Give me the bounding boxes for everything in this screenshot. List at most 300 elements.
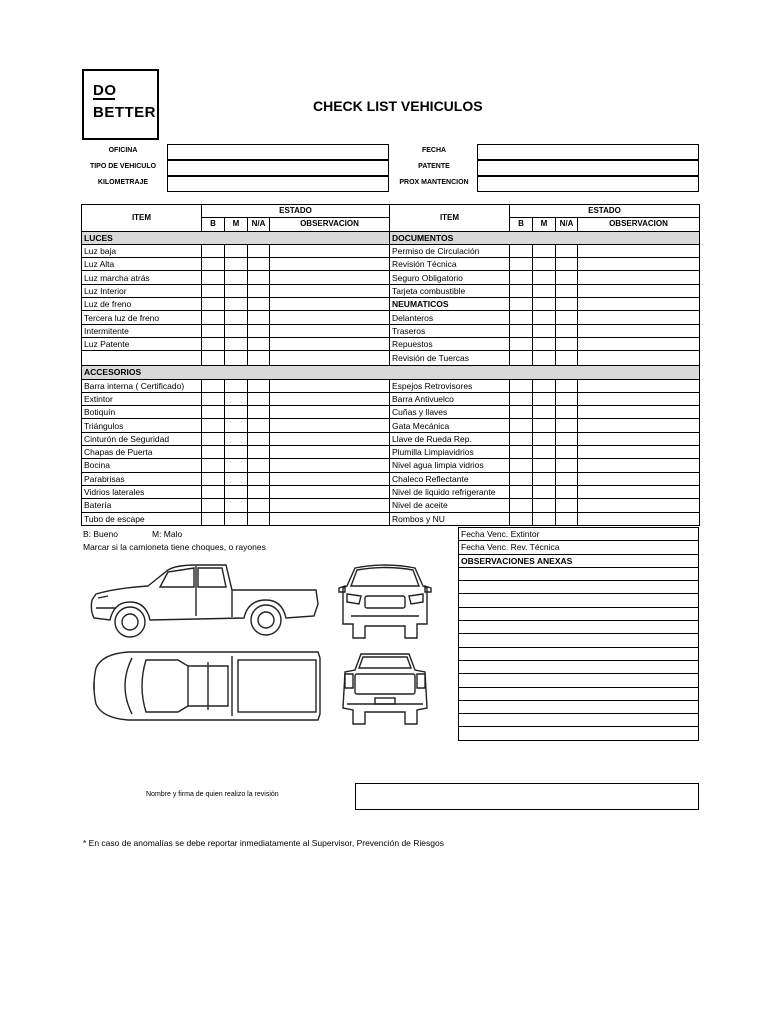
table-row — [82, 512, 700, 525]
checklist-item-label: Permiso de Circulación — [390, 244, 510, 257]
luces-m-checkbox[interactable] — [225, 271, 248, 284]
luces-observacion-field[interactable] — [270, 311, 390, 324]
checklist-item-label: Barra interna ( Certificado) — [82, 379, 202, 392]
doc-m-checkbox[interactable] — [533, 258, 556, 271]
checklist-item-label: Traseros — [390, 324, 510, 337]
checklist-item-label: Barra Antivuelco — [390, 392, 510, 405]
checklist-body-1 — [82, 231, 700, 366]
table-row — [459, 660, 699, 673]
table-row — [459, 727, 699, 740]
accesorios-m-checkbox[interactable] — [225, 406, 248, 419]
checklist-item-label: Luz baja — [82, 244, 202, 257]
col-na: N/A — [248, 218, 270, 231]
luces-m-checkbox[interactable] — [225, 324, 248, 337]
table-row — [82, 472, 700, 485]
accesorios-b-checkbox[interactable] — [510, 446, 533, 459]
observacion-line-field[interactable] — [459, 634, 699, 647]
table-row — [82, 311, 700, 324]
accesorios-observacion-field[interactable] — [270, 379, 390, 392]
accesorios-observacion-field[interactable] — [270, 432, 390, 445]
col-m: M — [225, 218, 248, 231]
accesorios-na-checkbox[interactable] — [248, 512, 270, 525]
luces-observacion-field[interactable] — [270, 244, 390, 257]
vencimiento-label: Fecha Venc. Rev. Técnica — [459, 541, 699, 554]
accesorios-na-checkbox[interactable] — [248, 499, 270, 512]
accesorios-observacion-field[interactable] — [270, 446, 390, 459]
luces-b-checkbox[interactable] — [202, 258, 225, 271]
accesorios-b-checkbox[interactable] — [510, 459, 533, 472]
accesorios-na-checkbox[interactable] — [556, 499, 578, 512]
table-row — [459, 700, 699, 713]
col-item-right: ITEM — [390, 205, 510, 232]
doc-m-checkbox[interactable] — [533, 284, 556, 297]
accesorios-m-checkbox[interactable] — [533, 419, 556, 432]
accesorios-b-checkbox[interactable] — [510, 512, 533, 525]
label-prox-mantencion: PROX MANTENCION — [399, 179, 469, 186]
checklist-item-label: Repuestos — [390, 337, 510, 350]
checklist-body-2 — [82, 366, 700, 526]
doc-b-checkbox[interactable] — [510, 284, 533, 297]
observacion-line-field[interactable] — [459, 567, 699, 580]
tipo-vehiculo-field[interactable] — [167, 160, 389, 176]
accesorios-b-checkbox[interactable] — [510, 406, 533, 419]
accesorios-observacion-field[interactable] — [578, 512, 700, 525]
doc-na-checkbox[interactable] — [556, 284, 578, 297]
accesorios-b-checkbox[interactable] — [510, 472, 533, 485]
observacion-line-field[interactable] — [459, 594, 699, 607]
label-fecha: FECHA — [421, 147, 447, 154]
observacion-line-field[interactable] — [459, 581, 699, 594]
luces-na-checkbox[interactable] — [248, 337, 270, 350]
accesorios-observacion-field[interactable] — [578, 499, 700, 512]
accesorios-na-checkbox[interactable] — [556, 446, 578, 459]
doc-na-checkbox[interactable] — [556, 337, 578, 350]
truck-side-view[interactable] — [86, 560, 326, 642]
accesorios-b-checkbox[interactable] — [202, 485, 225, 498]
col-estado-right: ESTADO — [510, 205, 700, 218]
accesorios-m-checkbox[interactable] — [225, 419, 248, 432]
doc-m-checkbox[interactable] — [533, 351, 556, 366]
neumaticos-header-m-checkbox[interactable] — [533, 298, 556, 311]
accesorios-b-checkbox[interactable] — [202, 512, 225, 525]
table-row — [459, 674, 699, 687]
luces-m-checkbox[interactable] — [225, 311, 248, 324]
accesorios-na-checkbox[interactable] — [556, 379, 578, 392]
accesorios-b-checkbox[interactable] — [510, 379, 533, 392]
empty-item-cell — [82, 351, 202, 366]
checklist-item-label: Tubo de escape — [82, 512, 202, 525]
checklist-item-label: Delanteros — [390, 311, 510, 324]
table-row — [459, 528, 699, 541]
col-na: N/A — [556, 218, 578, 231]
luces-na-checkbox[interactable] — [248, 244, 270, 257]
truck-front-view[interactable] — [337, 560, 433, 642]
accesorios-m-checkbox[interactable] — [225, 485, 248, 498]
table-row — [82, 419, 700, 432]
accesorios-observacion-field[interactable] — [578, 419, 700, 432]
checklist-item-label: Gata Mecánica — [390, 419, 510, 432]
observacion-line-field[interactable] — [459, 660, 699, 673]
luces-m-checkbox[interactable] — [225, 298, 248, 311]
col-m: M — [533, 218, 556, 231]
accesorios-na-checkbox[interactable] — [556, 419, 578, 432]
accesorios-m-checkbox[interactable] — [533, 512, 556, 525]
table-row — [82, 379, 700, 392]
luces-na-checkbox[interactable] — [248, 311, 270, 324]
table-row — [82, 392, 700, 405]
doc-observacion-field[interactable] — [578, 258, 700, 271]
accesorios-observacion-field[interactable] — [270, 512, 390, 525]
doc-b-checkbox[interactable] — [510, 351, 533, 366]
company-logo — [82, 69, 159, 140]
checklist-item-label: Luz Alta — [82, 258, 202, 271]
luces-observacion-field[interactable] — [270, 284, 390, 297]
logo-line2: BETTER — [93, 104, 156, 121]
checklist-item-label: Tarjeta combustible — [390, 284, 510, 297]
checklist-item-label: Chapas de Puerta — [82, 446, 202, 459]
accesorios-m-checkbox[interactable] — [533, 392, 556, 405]
checklist-item-label: Rombos y NU — [390, 512, 510, 525]
checklist-item-label: Batería — [82, 499, 202, 512]
accesorios-m-checkbox[interactable] — [225, 499, 248, 512]
accesorios-b-checkbox[interactable] — [510, 485, 533, 498]
accesorios-observacion-field[interactable] — [578, 485, 700, 498]
luces-b-checkbox[interactable] — [202, 284, 225, 297]
section-header-luces: LUCES — [82, 231, 390, 244]
accesorios-observacion-field[interactable] — [270, 485, 390, 498]
table-row — [82, 244, 700, 257]
observacion-line-field[interactable] — [459, 647, 699, 660]
luces-b-checkbox[interactable] — [202, 337, 225, 350]
accesorios-na-checkbox[interactable] — [248, 459, 270, 472]
accesorios-b-checkbox[interactable] — [202, 406, 225, 419]
accesorios-b-checkbox[interactable] — [202, 446, 225, 459]
neumaticos-header-observacion-field[interactable] — [578, 298, 700, 311]
accesorios-m-checkbox[interactable] — [533, 459, 556, 472]
checklist-table — [81, 204, 700, 526]
doc-m-checkbox[interactable] — [533, 271, 556, 284]
label-patente: PATENTE — [418, 163, 450, 170]
checklist-item-label: Vidrios laterales — [82, 485, 202, 498]
table-row — [459, 714, 699, 727]
empty-estado-cell — [248, 351, 270, 366]
table-row — [82, 459, 700, 472]
accesorios-na-checkbox[interactable] — [248, 472, 270, 485]
checklist-item-label: Llave de Rueda Rep. — [390, 432, 510, 445]
accesorios-m-checkbox[interactable] — [225, 379, 248, 392]
patente-field[interactable] — [477, 160, 699, 176]
accesorios-m-checkbox[interactable] — [225, 446, 248, 459]
observacion-line-field[interactable] — [459, 714, 699, 727]
checklist-item-label: Chaleco Reflectante — [390, 472, 510, 485]
accesorios-b-checkbox[interactable] — [510, 392, 533, 405]
accesorios-b-checkbox[interactable] — [202, 419, 225, 432]
table-row — [459, 581, 699, 594]
observacion-line-field[interactable] — [459, 607, 699, 620]
table-row — [459, 541, 699, 554]
checklist-item-label: Nivel de aceite — [390, 499, 510, 512]
checklist-item-label: Nivel agua limpia vidrios — [390, 459, 510, 472]
doc-m-checkbox[interactable] — [533, 311, 556, 324]
checklist-item-label: Seguro Obligatorio — [390, 271, 510, 284]
luces-m-checkbox[interactable] — [225, 244, 248, 257]
accesorios-observacion-field[interactable] — [578, 406, 700, 419]
accesorios-observacion-field[interactable] — [270, 406, 390, 419]
observacion-line-field[interactable] — [459, 621, 699, 634]
accesorios-m-checkbox[interactable] — [533, 379, 556, 392]
kilometraje-field[interactable] — [167, 176, 389, 192]
table-row — [82, 324, 700, 337]
checklist-item-label: Plumilla Limpiavidrios — [390, 446, 510, 459]
checklist-item-label: Espejos Retrovisores — [390, 379, 510, 392]
accesorios-na-checkbox[interactable] — [556, 485, 578, 498]
luces-m-checkbox[interactable] — [225, 284, 248, 297]
logo-line1: DO — [93, 82, 117, 99]
checklist-item-label: Nivel de liquido refrigerante — [390, 485, 510, 498]
col-item-left: ITEM — [82, 205, 202, 232]
label-kilometraje: KILOMETRAJE — [97, 179, 149, 186]
luces-observacion-field[interactable] — [270, 337, 390, 350]
footnote: * En caso de anomalías se debe reportar inmediatamente al Supervisor, Prevención de Riesgos — [83, 838, 444, 848]
checklist-item-label: Luz Patente — [82, 337, 202, 350]
checklist-item-label: Revisión Técnica — [390, 258, 510, 271]
checklist-item-label: Luz Interior — [82, 284, 202, 297]
col-b: B — [510, 218, 533, 231]
col-obs: OBSERVACION — [270, 218, 390, 231]
accesorios-b-checkbox[interactable] — [510, 499, 533, 512]
luces-b-checkbox[interactable] — [202, 298, 225, 311]
checklist-item-label: Botiquín — [82, 406, 202, 419]
page-title: CHECK LIST VEHICULOS — [313, 98, 483, 114]
table-row — [82, 485, 700, 498]
legend-bueno: B: Bueno — [83, 529, 118, 539]
accesorios-m-checkbox[interactable] — [225, 392, 248, 405]
accesorios-m-checkbox[interactable] — [533, 485, 556, 498]
table-row — [82, 499, 700, 512]
luces-m-checkbox[interactable] — [225, 258, 248, 271]
accesorios-na-checkbox[interactable] — [248, 392, 270, 405]
table-row — [82, 298, 700, 311]
empty-estado-cell — [202, 351, 225, 366]
accesorios-observacion-field[interactable] — [578, 432, 700, 445]
accesorios-na-checkbox[interactable] — [248, 379, 270, 392]
checklist-item-label: Parabrisas — [82, 472, 202, 485]
checklist-item-label: Cuñas y llaves — [390, 406, 510, 419]
table-row — [459, 647, 699, 660]
doc-na-checkbox[interactable] — [556, 244, 578, 257]
luces-b-checkbox[interactable] — [202, 311, 225, 324]
doc-observacion-field[interactable] — [578, 244, 700, 257]
section-row-accesorios — [82, 366, 700, 379]
accesorios-na-checkbox[interactable] — [248, 406, 270, 419]
checklist-item-label: Luz marcha atrás — [82, 271, 202, 284]
doc-b-checkbox[interactable] — [510, 324, 533, 337]
accesorios-m-checkbox[interactable] — [533, 499, 556, 512]
doc-na-checkbox[interactable] — [556, 324, 578, 337]
accesorios-m-checkbox[interactable] — [533, 432, 556, 445]
accesorios-na-checkbox[interactable] — [556, 406, 578, 419]
accesorios-m-checkbox[interactable] — [225, 432, 248, 445]
table-row — [459, 554, 699, 567]
accesorios-na-checkbox[interactable] — [248, 432, 270, 445]
doc-b-checkbox[interactable] — [510, 258, 533, 271]
observacion-line-field[interactable] — [459, 700, 699, 713]
doc-na-checkbox[interactable] — [556, 258, 578, 271]
col-estado-left: ESTADO — [202, 205, 390, 218]
table-row — [459, 621, 699, 634]
accesorios-observacion-field[interactable] — [270, 499, 390, 512]
doc-m-checkbox[interactable] — [533, 324, 556, 337]
table-row — [82, 351, 700, 366]
checklist-item-label: Triángulos — [82, 419, 202, 432]
label-oficina: OFICINA — [108, 147, 138, 154]
table-row — [82, 271, 700, 284]
legend-marcar: Marcar si la camioneta tiene choques, o rayones — [83, 542, 266, 552]
signature-label: Nombre y firma de quien realizo la revisión — [146, 791, 279, 798]
accesorios-observacion-field[interactable] — [578, 446, 700, 459]
doc-na-checkbox[interactable] — [556, 311, 578, 324]
accesorios-m-checkbox[interactable] — [533, 472, 556, 485]
checklist-item-label: Luz de freno — [82, 298, 202, 311]
neumaticos-header-na-checkbox[interactable] — [556, 298, 578, 311]
accesorios-observacion-field[interactable] — [270, 459, 390, 472]
accesorios-m-checkbox[interactable] — [533, 446, 556, 459]
observacion-line-field[interactable] — [459, 727, 699, 740]
accesorios-m-checkbox[interactable] — [225, 459, 248, 472]
neumaticos-header-b-checkbox[interactable] — [510, 298, 533, 311]
accesorios-observacion-field[interactable] — [270, 419, 390, 432]
doc-b-checkbox[interactable] — [510, 244, 533, 257]
empty-estado-cell — [270, 351, 390, 366]
accesorios-na-checkbox[interactable] — [248, 419, 270, 432]
luces-observacion-field[interactable] — [270, 258, 390, 271]
empty-estado-cell — [225, 351, 248, 366]
table-row — [459, 594, 699, 607]
label-tipo-vehiculo: TIPO DE VEHICULO — [89, 163, 157, 170]
doc-observacion-field[interactable] — [578, 337, 700, 350]
doc-na-checkbox[interactable] — [556, 351, 578, 366]
table-row — [82, 258, 700, 271]
fecha-field[interactable] — [477, 144, 699, 160]
accesorios-observacion-field[interactable] — [578, 459, 700, 472]
accesorios-na-checkbox[interactable] — [556, 392, 578, 405]
table-row — [82, 432, 700, 445]
accesorios-m-checkbox[interactable] — [225, 512, 248, 525]
doc-observacion-field[interactable] — [578, 271, 700, 284]
luces-observacion-field[interactable] — [270, 271, 390, 284]
col-obs: OBSERVACION — [578, 218, 700, 231]
table-row — [459, 634, 699, 647]
table-row — [82, 337, 700, 350]
checklist-item-label: Intermitente — [82, 324, 202, 337]
accesorios-b-checkbox[interactable] — [202, 472, 225, 485]
accesorios-b-checkbox[interactable] — [202, 432, 225, 445]
accesorios-b-checkbox[interactable] — [202, 379, 225, 392]
accesorios-na-checkbox[interactable] — [248, 485, 270, 498]
vencimiento-label: Fecha Venc. Extintor — [459, 528, 699, 541]
luces-b-checkbox[interactable] — [202, 271, 225, 284]
signature-field[interactable] — [355, 783, 699, 810]
doc-b-checkbox[interactable] — [510, 271, 533, 284]
doc-m-checkbox[interactable] — [533, 337, 556, 350]
accesorios-na-checkbox[interactable] — [248, 446, 270, 459]
table-row — [459, 607, 699, 620]
luces-na-checkbox[interactable] — [248, 298, 270, 311]
accesorios-na-checkbox[interactable] — [556, 432, 578, 445]
col-b: B — [202, 218, 225, 231]
accesorios-b-checkbox[interactable] — [202, 459, 225, 472]
accesorios-b-checkbox[interactable] — [510, 432, 533, 445]
accesorios-b-checkbox[interactable] — [510, 419, 533, 432]
accesorios-m-checkbox[interactable] — [225, 472, 248, 485]
accesorios-na-checkbox[interactable] — [556, 512, 578, 525]
section-header-documentos: DOCUMENTOS — [390, 231, 700, 244]
doc-na-checkbox[interactable] — [556, 271, 578, 284]
luces-b-checkbox[interactable] — [202, 244, 225, 257]
table-row — [82, 284, 700, 297]
accesorios-na-checkbox[interactable] — [556, 459, 578, 472]
luces-m-checkbox[interactable] — [225, 337, 248, 350]
doc-m-checkbox[interactable] — [533, 244, 556, 257]
luces-na-checkbox[interactable] — [248, 271, 270, 284]
accesorios-na-checkbox[interactable] — [556, 472, 578, 485]
accesorios-observacion-field[interactable] — [578, 392, 700, 405]
accesorios-observacion-field[interactable] — [270, 472, 390, 485]
table-row — [459, 687, 699, 700]
observacion-line-field[interactable] — [459, 687, 699, 700]
luces-b-checkbox[interactable] — [202, 324, 225, 337]
accesorios-observacion-field[interactable] — [578, 472, 700, 485]
checklist-item-label: Cinturón de Seguridad — [82, 432, 202, 445]
luces-na-checkbox[interactable] — [248, 258, 270, 271]
doc-observacion-field[interactable] — [578, 351, 700, 366]
truck-top-view[interactable] — [88, 648, 324, 724]
luces-observacion-field[interactable] — [270, 298, 390, 311]
luces-na-checkbox[interactable] — [248, 284, 270, 297]
checklist-item-label: Bocina — [82, 459, 202, 472]
table-row — [459, 567, 699, 580]
table-row — [82, 231, 700, 244]
doc-observacion-field[interactable] — [578, 311, 700, 324]
accesorios-m-checkbox[interactable] — [533, 406, 556, 419]
doc-b-checkbox[interactable] — [510, 337, 533, 350]
accesorios-observacion-field[interactable] — [270, 392, 390, 405]
accesorios-observacion-field[interactable] — [578, 379, 700, 392]
doc-b-checkbox[interactable] — [510, 311, 533, 324]
observacion-line-field[interactable] — [459, 674, 699, 687]
accesorios-b-checkbox[interactable] — [202, 499, 225, 512]
doc-observacion-field[interactable] — [578, 324, 700, 337]
observaciones-body — [459, 528, 699, 741]
checklist-item-label: Extintor — [82, 392, 202, 405]
luces-observacion-field[interactable] — [270, 324, 390, 337]
checklist-item-label: Tercera luz de freno — [82, 311, 202, 324]
observaciones-table — [458, 527, 699, 741]
oficina-field[interactable] — [167, 144, 389, 160]
checklist-item-label: Revisión de Tuercas — [390, 351, 510, 366]
accesorios-b-checkbox[interactable] — [202, 392, 225, 405]
section-header-accesorios: ACCESORIOS — [82, 366, 700, 379]
observaciones-anexas-header: OBSERVACIONES ANEXAS — [459, 554, 699, 567]
legend-malo: M: Malo — [152, 529, 183, 539]
table-row — [82, 406, 700, 419]
luces-na-checkbox[interactable] — [248, 324, 270, 337]
truck-rear-view[interactable] — [337, 648, 433, 728]
table-row — [82, 446, 700, 459]
section-header-neumaticos: NEUMATICOS — [390, 298, 510, 311]
prox-mantencion-field[interactable] — [477, 176, 699, 192]
doc-observacion-field[interactable] — [578, 284, 700, 297]
